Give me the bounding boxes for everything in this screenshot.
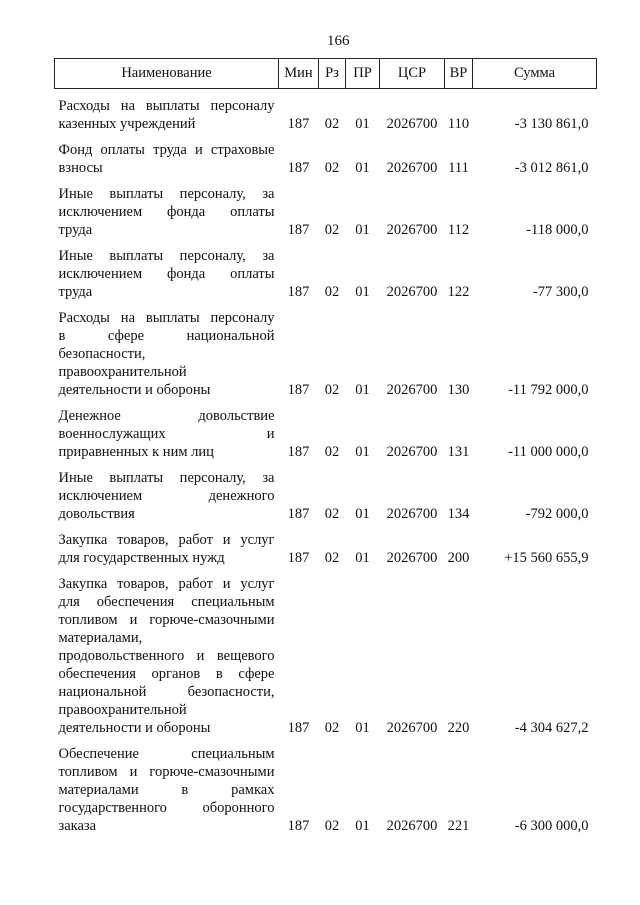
row-name-line: Обеспечение специальным <box>58 746 275 762</box>
row-name-line: материалами, <box>58 630 143 646</box>
row-vr: 112 <box>447 222 470 238</box>
table-header-row <box>55 59 597 89</box>
row-sum: -4 304 627,2 <box>514 720 589 736</box>
row-name-line: государственного оборонного <box>58 800 275 816</box>
row-min: 187 <box>287 506 310 522</box>
table-row <box>55 180 597 242</box>
row-vr: 122 <box>447 284 470 300</box>
row-vr: 220 <box>447 720 470 736</box>
budget-table <box>54 58 597 838</box>
row-vr: 200 <box>447 550 470 566</box>
row-rz: 02 <box>324 506 340 522</box>
row-name-line: Фонд оплаты труда и страховые <box>58 142 275 158</box>
row-name-line: приравненных к ним лиц <box>58 444 214 460</box>
row-csr: 2026700 <box>386 160 438 176</box>
row-csr: 2026700 <box>386 116 438 132</box>
row-sum: -792 000,0 <box>525 506 589 522</box>
row-min: 187 <box>287 720 310 736</box>
table-row <box>55 242 597 304</box>
row-name-line: материалами в рамках <box>58 782 275 798</box>
header-pr: ПР <box>346 59 380 89</box>
row-sum: -11 792 000,0 <box>508 382 589 398</box>
row-name-line: для государственных нужд <box>58 550 225 566</box>
row-sum: +15 560 655,9 <box>504 550 589 566</box>
row-name-line: казенных учреждений <box>58 116 196 132</box>
row-name-line: довольствия <box>58 506 135 522</box>
row-rz: 02 <box>324 222 340 238</box>
row-csr: 2026700 <box>386 720 438 736</box>
row-pr: 01 <box>355 506 370 522</box>
table-row <box>55 304 597 402</box>
row-name <box>55 526 279 570</box>
row-name <box>55 180 279 242</box>
row-pr: 01 <box>355 116 370 132</box>
row-pr: 01 <box>355 550 370 566</box>
row-name-line: исключением фонда оплаты <box>58 266 275 282</box>
row-sum: -77 300,0 <box>532 284 589 300</box>
row-name-line: Закупка товаров, работ и услуг <box>58 576 275 592</box>
row-name-line: продовольственного и вещевого <box>58 648 275 664</box>
row-name-line: национальной безопасности, <box>58 684 275 700</box>
row-rz: 02 <box>324 720 340 736</box>
row-csr: 2026700 <box>386 818 438 834</box>
row-rz: 02 <box>324 116 340 132</box>
row-vr: 134 <box>447 506 470 522</box>
row-vr: 111 <box>448 160 469 176</box>
header-sum: Сумма <box>473 59 597 89</box>
row-name-line: Иные выплаты персоналу, за <box>58 248 275 264</box>
table-body <box>55 89 597 839</box>
row-pr: 01 <box>355 160 370 176</box>
row-csr: 2026700 <box>386 284 438 300</box>
row-vr: 110 <box>447 116 470 132</box>
row-sum: -3 012 861,0 <box>514 160 589 176</box>
row-min: 187 <box>287 160 310 176</box>
row-name <box>55 89 279 137</box>
row-name <box>55 402 279 464</box>
header-rz: Рз <box>319 59 346 89</box>
row-name-line: Денежное довольствие <box>58 408 275 424</box>
header-min: Мин <box>279 59 319 89</box>
row-pr: 01 <box>355 444 370 460</box>
row-rz: 02 <box>324 382 340 398</box>
row-name-line: труда <box>58 222 93 238</box>
row-sum: -11 000 000,0 <box>508 444 589 460</box>
row-name-line: труда <box>58 284 93 300</box>
table-row <box>55 570 597 740</box>
row-name <box>55 740 279 838</box>
header-name: Наименование <box>55 59 279 89</box>
row-pr: 01 <box>355 382 370 398</box>
row-min: 187 <box>287 222 310 238</box>
row-name-line: обеспечения органов в сфере <box>58 666 275 682</box>
row-name-line: топливом и горюче-смазочными <box>58 764 275 780</box>
row-min: 187 <box>287 444 310 460</box>
row-min: 187 <box>287 116 310 132</box>
row-name-line: Иные выплаты персоналу, за <box>58 470 275 486</box>
row-name <box>55 242 279 304</box>
row-vr: 131 <box>447 444 470 460</box>
row-name <box>55 136 279 180</box>
row-name-line: правоохранительной <box>58 702 187 718</box>
row-name-line: взносы <box>58 160 103 176</box>
row-name-line: Закупка товаров, работ и услуг <box>58 532 275 548</box>
table-row <box>55 740 597 838</box>
table-row <box>55 89 597 137</box>
row-vr: 130 <box>447 382 470 398</box>
row-name-line: Расходы на выплаты персоналу <box>58 310 275 326</box>
row-pr: 01 <box>355 818 370 834</box>
row-name-line: военнослужащих и <box>58 426 275 442</box>
row-sum: -118 000,0 <box>526 222 589 238</box>
row-name-line: Иные выплаты персоналу, за <box>58 186 275 202</box>
table-row <box>55 526 597 570</box>
row-name-line: деятельности и обороны <box>58 382 211 398</box>
row-vr: 221 <box>447 818 470 834</box>
row-min: 187 <box>287 550 310 566</box>
row-rz: 02 <box>324 550 340 566</box>
row-min: 187 <box>287 284 310 300</box>
row-name-line: исключением денежного <box>58 488 275 504</box>
row-name-line: для обеспечения специальным <box>58 594 275 610</box>
row-sum: -6 300 000,0 <box>514 818 589 834</box>
row-name-line: заказа <box>58 818 97 834</box>
row-sum: -3 130 861,0 <box>514 116 589 132</box>
row-min: 187 <box>287 382 310 398</box>
row-csr: 2026700 <box>386 506 438 522</box>
row-name-line: топливом и горюче-смазочными <box>58 612 275 628</box>
header-vr: ВР <box>445 59 473 89</box>
row-name-line: в сфере национальной <box>58 328 275 344</box>
row-min: 187 <box>287 818 310 834</box>
row-name <box>55 304 279 402</box>
row-rz: 02 <box>324 818 340 834</box>
row-pr: 01 <box>355 720 370 736</box>
page-number-text: 166 <box>327 33 350 49</box>
row-rz: 02 <box>324 284 340 300</box>
row-rz: 02 <box>324 444 340 460</box>
row-csr: 2026700 <box>386 382 438 398</box>
table-row <box>55 402 597 464</box>
row-name-line: деятельности и обороны <box>58 720 211 736</box>
table-row <box>55 136 597 180</box>
header-csr: ЦСР <box>380 59 445 89</box>
row-csr: 2026700 <box>386 444 438 460</box>
row-name-line: правоохранительной <box>58 364 187 380</box>
row-pr: 01 <box>355 284 370 300</box>
row-csr: 2026700 <box>386 550 438 566</box>
row-name-line: исключением фонда оплаты <box>58 204 275 220</box>
row-rz: 02 <box>324 160 340 176</box>
row-name <box>55 570 279 740</box>
row-csr: 2026700 <box>386 222 438 238</box>
row-name <box>55 464 279 526</box>
table-row <box>55 464 597 526</box>
row-name-line: безопасности, <box>58 346 146 362</box>
row-name-line: Расходы на выплаты персоналу <box>58 98 275 114</box>
row-pr: 01 <box>355 222 370 238</box>
